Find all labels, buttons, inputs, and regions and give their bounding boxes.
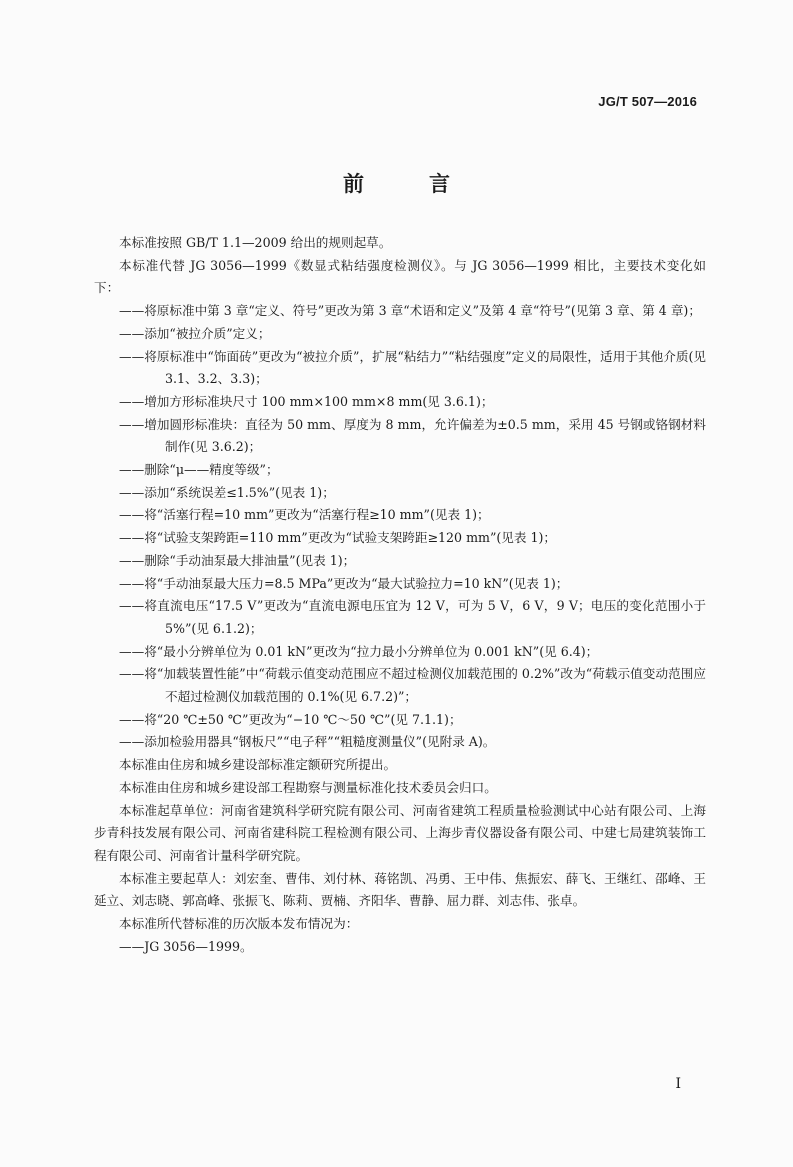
paragraph-history-intro: 本标准所代替标准的历次版本发布情况为： [119,916,359,932]
change-item: ——增加圆形标准块：直径为 50 mm、厚度为 8 mm，允许偏差为±0.5 mm，采用 45 号钢或铬钢材料制作(见 3.6.2)； [119,416,706,455]
change-item: ——将原标准中“饰面砖”更改为“被拉介质”，扩展“粘结力”“粘结强度”定义的局限性，适用于其他介质(见 3.1、3.2、3.3)； [119,348,706,387]
change-item: ——将“手动油泵最大压力=8.5 MPa”更改为“最大试验拉力=10 kN”(见表 1)； [119,575,569,591]
page-number: I [675,1076,681,1092]
change-item: ——删除“μ——精度等级”； [119,462,279,478]
change-item: ——将直流电压“17.5 V”更改为“直流电源电压宜为 12 V，可为 5 V，6 V，9 V；电压的变化范围小于 5%”(见 6.1.2)； [119,598,706,636]
document-code: JG/T 507—2016 [598,94,697,109]
change-item: ——将“加载装置性能”中“荷载示值变动范围应不超过检测仪加载范围的 0.2%”改为“荷载示值变动范围应不超过检测仪加载范围的 0.1%(见 6.7.2)”； [119,666,706,705]
document-body [94,232,706,959]
paragraph-replacement: 本标准代替 JG 3056—1999《数显式粘结强度检测仪》。与 JG 3056—1999 相比，主要技术变化如下： [94,257,706,296]
change-item: ——将“最小分辨单位为 0.01 kN”更改为“拉力最小分辨单位为 0.001 kN”(见 6.4)； [119,643,599,659]
change-item: ——将原标准中第 3 章“定义、符号”更改为第 3 章“术语和定义”及第 4 章“符号”(见第 3 章、第 4 章)； [119,303,701,319]
change-item: ——增加方形标准块尺寸 100 mm×100 mm×8 mm(见 3.6.1)； [119,393,494,409]
change-item: ——将“20 ℃±50 ℃”更改为“−10 ℃～50 ℃”(见 7.1.1)； [119,711,462,727]
change-item: ——将“活塞行程=10 mm”更改为“活塞行程≥10 mm”(见表 1)； [119,507,490,523]
change-item: ——删除“手动油泵最大排油量”(见表 1)； [119,552,356,568]
paragraph-proposer: 本标准由住房和城乡建设部标准定额研究所提出。 [119,757,397,773]
change-item: ——添加“被拉介质”定义； [119,325,271,341]
paragraph-drafting-rule: 本标准按照 GB/T 1.1—2009 给出的规则起草。 [119,235,392,250]
change-item: ——添加“系统误差≤1.5%”(见表 1)； [119,484,335,500]
history-item: ——JG 3056—1999。 [119,938,253,954]
paragraph-drafting-units: 本标准起草单位：河南省建筑科学研究院有限公司、河南省建筑工程质量检验测试中心站有限公司、上海步青科技发展有限公司、河南省建科院工程检测有限公司、上海步青仪器设备有限公司、中建七局建筑装饰工程有限公司、河南省计量科学研究院。 [94,802,706,863]
page-title: 前 言 [343,171,472,196]
change-item: ——添加检验用器具“钢板尺”“电子秤”“粗糙度测量仪”(见附录 A)。 [119,734,496,750]
change-item: ——将“试验支架跨距=110 mm”更改为“试验支架跨距≥120 mm”(见表 1)； [119,530,557,546]
paragraph-committee: 本标准由住房和城乡建设部工程勘察与测量标准化技术委员会归口。 [119,779,497,795]
paragraph-drafters: 本标准主要起草人：刘宏奎、曹伟、刘付林、蒋铭凯、冯勇、王中伟、焦振宏、薛飞、王继红、邵峰、王延立、刘志晓、郭高峰、张振飞、陈莉、贾楠、齐阳华、曹静、屈力群、刘志伟、张卓。 [94,870,706,909]
